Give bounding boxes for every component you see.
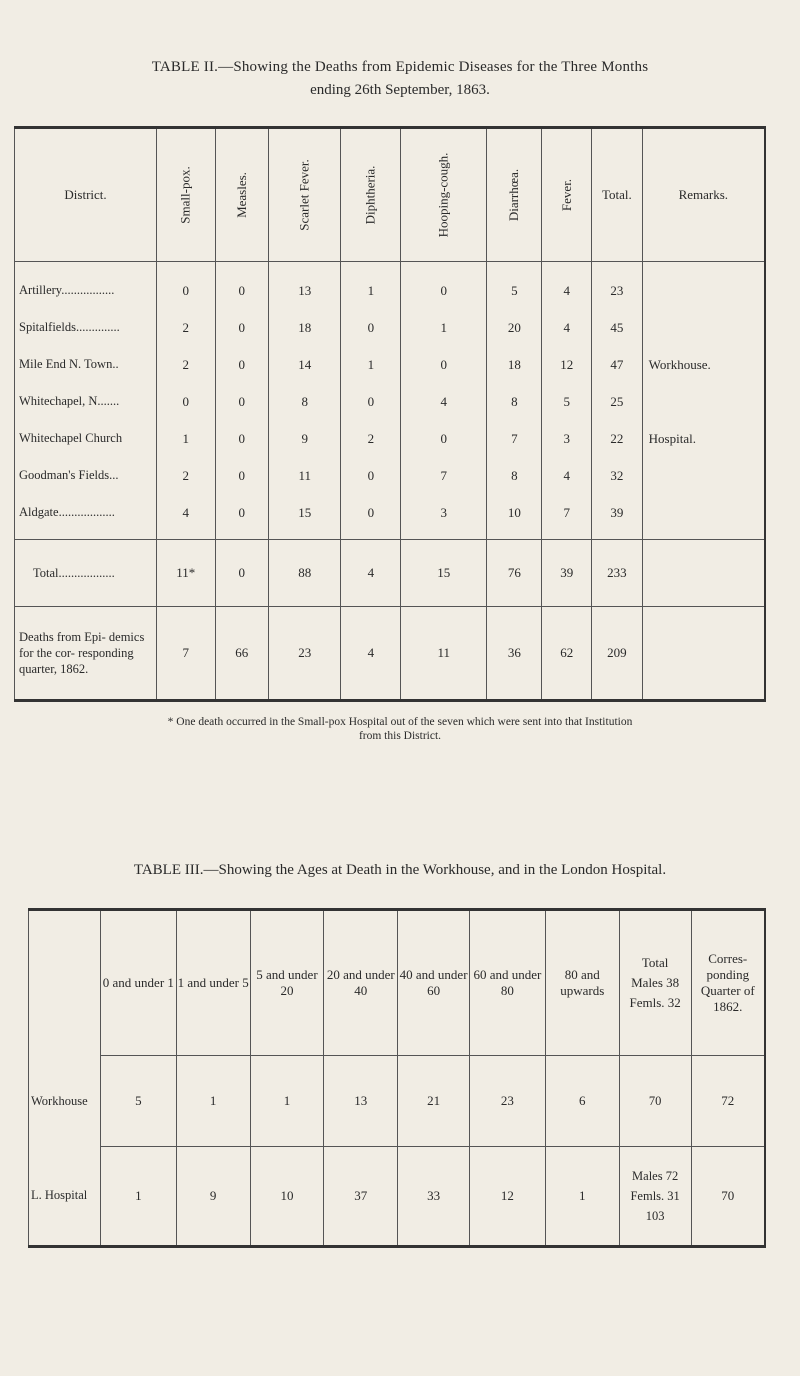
cell-diarrhoea: 8 <box>487 383 542 420</box>
cell-scarlet-fever: 9 <box>269 420 341 457</box>
cell-age-20-40: 13 <box>324 1056 398 1147</box>
cell-measles: 0 <box>215 420 268 457</box>
header-measles <box>215 128 268 262</box>
prev-measles: 66 <box>215 607 268 701</box>
cell-scarlet-fever: 18 <box>269 309 341 346</box>
cell-total: 22 <box>592 420 643 457</box>
table-row <box>29 1147 766 1247</box>
header-district: District. <box>15 128 157 262</box>
prev-diarrhoea: 36 <box>487 607 542 701</box>
cell-age-1-5: 1 <box>176 1056 250 1147</box>
cell-corresponding: 70 <box>691 1147 765 1247</box>
total-males: Males 72 <box>632 1169 679 1183</box>
district-name: Whitechapel Church <box>15 420 157 457</box>
cell-fever: 5 <box>542 383 592 420</box>
table3-title: TABLE III.—Showing the Ages at Death in the Workhouse, and in the London Hospital. <box>133 862 667 878</box>
cell-total: 45 <box>592 309 643 346</box>
header-smallpox-label: Small-pox. <box>177 166 193 224</box>
cell-diphtheria: 1 <box>341 262 401 310</box>
header-age-60-80: 60 and under 80 <box>470 910 546 1056</box>
district-name: Artillery................. <box>15 262 157 310</box>
prev-smallpox: 7 <box>157 607 215 701</box>
total-remarks <box>642 540 765 607</box>
header-age-0-1: 0 and under 1 <box>100 910 176 1056</box>
cell-age-1-5: 9 <box>176 1147 250 1247</box>
cell-measles: 0 <box>215 346 268 383</box>
cell-smallpox: 0 <box>157 383 215 420</box>
cell-hooping-cough: 0 <box>401 262 487 310</box>
cell-age-40-60: 33 <box>398 1147 470 1247</box>
header-fever <box>542 128 592 262</box>
cell-remarks <box>642 494 765 540</box>
cell-diphtheria: 2 <box>341 420 401 457</box>
cell-age-5-20: 10 <box>250 1147 324 1247</box>
cell-fever: 4 <box>542 262 592 310</box>
cell-smallpox: 2 <box>157 346 215 383</box>
cell-measles: 0 <box>215 494 268 540</box>
total-measles: 0 <box>215 540 268 607</box>
header-hooping-cough <box>401 128 487 262</box>
cell-fever: 4 <box>542 457 592 494</box>
table-row <box>15 346 766 383</box>
table-row <box>15 457 766 494</box>
total-sum: 103 <box>645 1209 665 1223</box>
district-name: Whitechapel, N....... <box>15 383 157 420</box>
cell-age-20-40: 37 <box>324 1147 398 1247</box>
district-name: Spitalfields.............. <box>15 309 157 346</box>
cell-remarks <box>642 262 765 310</box>
header-smallpox <box>157 128 215 262</box>
district-name: Mile End N. Town.. <box>15 346 157 383</box>
total-diarrhoea: 76 <box>487 540 542 607</box>
previous-quarter-row <box>15 607 766 701</box>
cell-scarlet-fever: 8 <box>269 383 341 420</box>
prev-remarks <box>642 607 765 701</box>
cell-total: 23 <box>592 262 643 310</box>
cell-measles: 0 <box>215 262 268 310</box>
cell-diarrhoea: 7 <box>487 420 542 457</box>
cell-measles: 0 <box>215 457 268 494</box>
cell-hooping-cough: 3 <box>401 494 487 540</box>
cell-age-60-80: 12 <box>470 1147 546 1247</box>
epidemic-deaths-table <box>14 126 766 702</box>
cell-total: 47 <box>592 346 643 383</box>
header-age-80-up: 80 and upwards <box>545 910 619 1056</box>
cell-hooping-cough: 0 <box>401 420 487 457</box>
cell-fever: 7 <box>542 494 592 540</box>
table3-header-row <box>29 910 766 1056</box>
cell-scarlet-fever: 15 <box>269 494 341 540</box>
table-row <box>15 420 766 457</box>
cell-smallpox: 1 <box>157 420 215 457</box>
cell-hooping-cough: 4 <box>401 383 487 420</box>
cell-scarlet-fever: 13 <box>269 262 341 310</box>
cell-smallpox: 2 <box>157 457 215 494</box>
ages-at-death-table <box>28 908 766 1248</box>
total-scarlet-fever: 88 <box>269 540 341 607</box>
header-hooping-cough-label: Hooping-cough. <box>435 152 451 238</box>
cell-measles: 0 <box>215 383 268 420</box>
total-diphtheria: 4 <box>341 540 401 607</box>
cell-diphtheria: 0 <box>341 309 401 346</box>
cell-smallpox: 0 <box>157 262 215 310</box>
footnote-line1: * One death occurred in the Small-pox Hospital out of the seven which were sent into that Institution <box>167 716 633 728</box>
district-name: Goodman's Fields... <box>15 457 157 494</box>
header-age-1-5: 1 and under 5 <box>176 910 250 1056</box>
header-diarrhoea <box>487 128 542 262</box>
cell-diphtheria: 1 <box>341 346 401 383</box>
header-diarrhoea-label: Diarrhœa. <box>506 168 522 222</box>
cell-age-80-up: 6 <box>545 1056 619 1147</box>
cell-smallpox: 4 <box>157 494 215 540</box>
table2-header-row <box>15 128 766 262</box>
cell-age-60-80: 23 <box>470 1056 546 1147</box>
total-row <box>15 540 766 607</box>
table-row <box>15 309 766 346</box>
header-measles-label: Measles. <box>233 172 249 218</box>
footnote-line2: from this District. <box>358 730 442 742</box>
table-row <box>15 262 766 310</box>
cell-remarks: Workhouse. <box>642 346 765 383</box>
prev-fever: 62 <box>542 607 592 701</box>
cell-remarks: Hospital. <box>642 420 765 457</box>
cell-diarrhoea: 10 <box>487 494 542 540</box>
table2-footnote <box>60 715 740 743</box>
cell-diarrhoea: 18 <box>487 346 542 383</box>
prev-total: 209 <box>592 607 643 701</box>
table2-title-line1: TABLE II.—Showing the Deaths from Epidemic Diseases for the Three Months <box>151 59 649 75</box>
cell-remarks <box>642 309 765 346</box>
cell-smallpox: 2 <box>157 309 215 346</box>
header-total-females: Femls. 32 <box>629 995 681 1010</box>
cell-age-80-up: 1 <box>545 1147 619 1247</box>
header-diphtheria-label: Diphtheria. <box>362 165 378 225</box>
cell-age-0-1: 1 <box>100 1147 176 1247</box>
header-age-40-60: 40 and under 60 <box>398 910 470 1056</box>
cell-fever: 12 <box>542 346 592 383</box>
total-smallpox: 11* <box>157 540 215 607</box>
cell-diarrhoea: 8 <box>487 457 542 494</box>
header-fever-label: Fever. <box>558 178 574 212</box>
total-females: Femls. 31 <box>630 1189 680 1203</box>
total-label: Total.................. <box>15 540 157 607</box>
district-name: Aldgate.................. <box>15 494 157 540</box>
cell-diarrhoea: 5 <box>487 262 542 310</box>
cell-age-5-20: 1 <box>250 1056 324 1147</box>
header-corner <box>29 910 101 1056</box>
cell-diphtheria: 0 <box>341 494 401 540</box>
table-row <box>29 1056 766 1147</box>
total-total: 233 <box>592 540 643 607</box>
cell-fever: 3 <box>542 420 592 457</box>
cell-remarks <box>642 457 765 494</box>
cell-age-40-60: 21 <box>398 1056 470 1147</box>
total-hooping-cough: 15 <box>401 540 487 607</box>
table2-title-line2: ending 26th September, 1863. <box>310 82 490 98</box>
cell-hooping-cough: 7 <box>401 457 487 494</box>
table-row <box>15 383 766 420</box>
cell-diphtheria: 0 <box>341 457 401 494</box>
header-diphtheria <box>341 128 401 262</box>
cell-hooping-cough: 1 <box>401 309 487 346</box>
cell-fever: 4 <box>542 309 592 346</box>
header-corresponding-quarter: Corres- ponding Quarter of 1862. <box>691 910 765 1056</box>
prev-scarlet-fever: 23 <box>269 607 341 701</box>
table2-title <box>40 56 760 102</box>
cell-remarks <box>642 383 765 420</box>
header-total-label: Total <box>641 955 669 970</box>
cell-total: 32 <box>592 457 643 494</box>
cell-diarrhoea: 20 <box>487 309 542 346</box>
header-total-males: Males 38 <box>631 975 680 990</box>
cell-hooping-cough: 0 <box>401 346 487 383</box>
cell-total: 39 <box>592 494 643 540</box>
cell-corresponding: 72 <box>691 1056 765 1147</box>
previous-quarter-label: Deaths from Epi- demics for the cor- responding quarter, 1862. <box>15 607 157 701</box>
header-total: Total. <box>592 128 643 262</box>
cell-age-0-1: 5 <box>100 1056 176 1147</box>
prev-hooping-cough: 11 <box>401 607 487 701</box>
cell-measles: 0 <box>215 309 268 346</box>
cell-diphtheria: 0 <box>341 383 401 420</box>
total-fever: 39 <box>542 540 592 607</box>
cell-scarlet-fever: 14 <box>269 346 341 383</box>
header-scarlet-fever <box>269 128 341 262</box>
header-scarlet-fever-label: Scarlet Fever. <box>296 159 312 231</box>
header-age-5-20: 5 and under 20 <box>250 910 324 1056</box>
cell-total <box>619 1147 691 1247</box>
table-row <box>15 494 766 540</box>
header-age-20-40: 20 and under 40 <box>324 910 398 1056</box>
row-label-london-hospital: L. Hospital <box>29 1147 101 1247</box>
row-label-workhouse: Workhouse <box>29 1056 101 1147</box>
cell-scarlet-fever: 11 <box>269 457 341 494</box>
header-total <box>619 910 691 1056</box>
cell-total: 70 <box>619 1056 691 1147</box>
prev-diphtheria: 4 <box>341 607 401 701</box>
cell-total: 25 <box>592 383 643 420</box>
header-remarks: Remarks. <box>642 128 765 262</box>
